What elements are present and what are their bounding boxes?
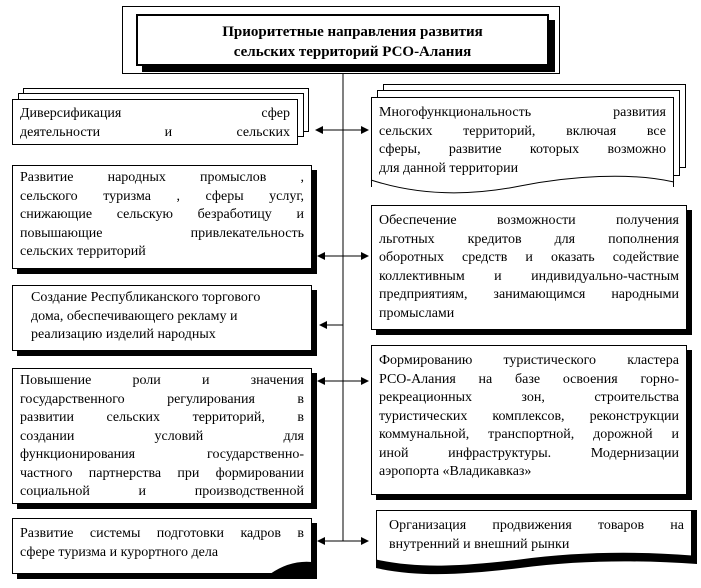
left-2-line-3: снижающие сельскую безработицу и — [20, 207, 304, 222]
right-3-line-2: РСО-Алания на базе освоения горно- — [379, 371, 679, 387]
left-3-line-3: реализацию изделий народных — [31, 327, 216, 342]
right-2-line-3: оборотных средств и оказать содействие — [379, 250, 679, 265]
right-2-line-6: промыслами — [379, 305, 455, 321]
left-5-line-2: сфере туризма и курортного дела — [20, 544, 219, 560]
right-3-line-4: туристических комплексов, реконструкции — [379, 408, 679, 424]
left-2-line-1: Развитие народных промыслов , — [20, 170, 304, 185]
right-4-line-1: Организация продвижения товаров на — [389, 518, 684, 533]
left-4-line-2: государственного регулирования в — [20, 391, 304, 407]
left-4-line-5: функционирования государственно- — [20, 447, 304, 462]
left-4-line-3: развитии сельских территорий, в — [20, 410, 304, 425]
right-3-line-6: иной инфраструктуры. Модернизации — [379, 445, 679, 461]
right-2-line-4: коллективным и индивидуально-частным — [379, 268, 679, 284]
left-2-line-5: сельских территорий — [20, 244, 146, 259]
left-4-line-4: создании условий для — [20, 428, 304, 444]
right-2-line-2: льготных кредитов для пополнения — [379, 231, 679, 247]
right-1-line-2: сельских территорий, включая все — [379, 123, 666, 139]
left-2-line-4: повышающие привлекательность — [20, 225, 304, 241]
right-1-line-4: для данной территории — [379, 160, 519, 176]
left-3-line-1: Создание Республиканского торгового — [31, 290, 261, 305]
right-2-line-5: предприятиям, занимающимся народными — [379, 287, 679, 302]
right-3-line-5: коммунальной, транспортной, дорожной и — [379, 427, 679, 442]
left-3-line-2: дома, обеспечивающего рекламу и — [31, 308, 238, 324]
left-5-line-1: Развитие системы подготовки кадров в — [20, 526, 304, 541]
right-1-line-3: сферы, развитие которых возможно — [379, 142, 666, 157]
right-3-line-7: аэропорта «Владикавказ» — [379, 464, 532, 479]
right-3-line-3: рекреационных зон, строительства — [379, 390, 679, 405]
left-2-line-2: сельского туризма , сферы услуг, — [20, 188, 304, 204]
left-4-line-1: Повышение роли и значения — [20, 373, 304, 388]
title-line-1: Приоритетные направления развития — [222, 24, 483, 40]
left-1-line-1: Диверсификация сфер — [20, 106, 290, 121]
right-4-line-2: внутренний и внешний рынки — [389, 536, 570, 552]
left-4-line-7: социальной и производственной — [20, 484, 304, 499]
right-3-line-1: Формированию туристического кластера — [379, 353, 679, 368]
left-4-line-6: частного партнерства при формировании — [20, 465, 304, 481]
right-1-line-1: Многофункциональность развития — [379, 105, 666, 120]
left-1-line-2: деятельности и сельских — [20, 124, 290, 140]
right-2-line-1: Обеспечение возможности получения — [379, 213, 679, 228]
title-line-2: сельских территорий РСО-Алания — [233, 44, 472, 60]
